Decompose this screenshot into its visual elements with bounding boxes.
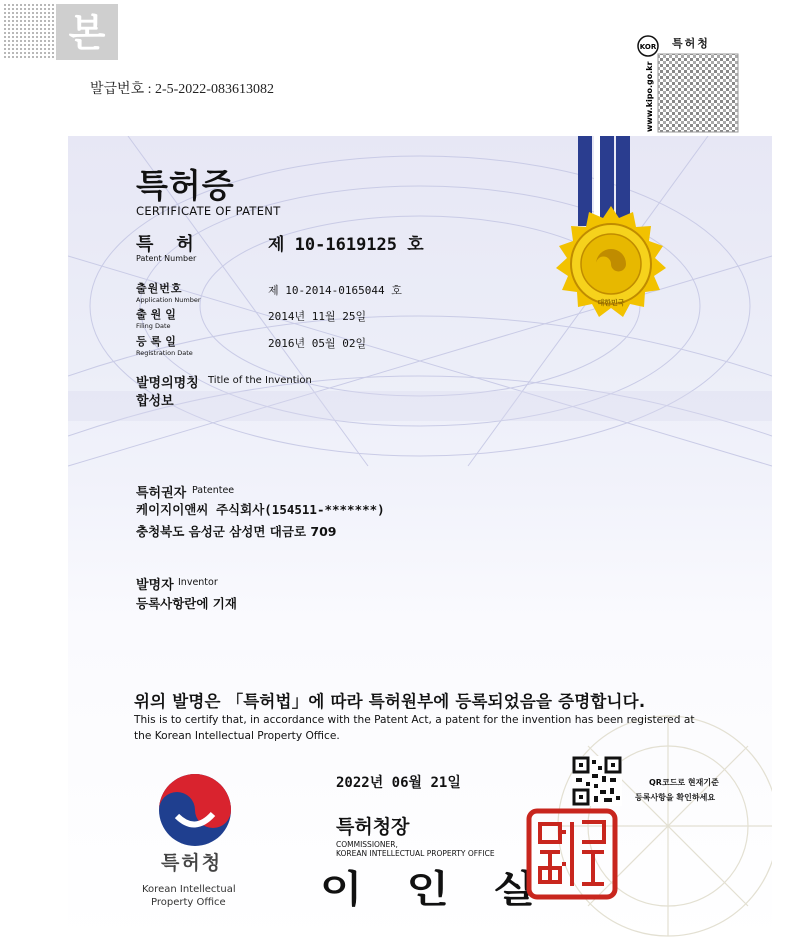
filing-label-en: Filing Date (136, 322, 171, 330)
kipo-logo-icon (150, 770, 240, 850)
certificate-title: 특허증 (136, 166, 235, 205)
invention-title: 합성보 (136, 394, 174, 409)
registration-date: 2016년 05월 02일 (268, 337, 367, 350)
patentee-address: 충청북도 음성군 삼성면 대금로 709 (136, 524, 337, 539)
gold-seal (516, 136, 706, 346)
kipo-name-en-line2: Property Office (151, 897, 226, 908)
commissioner-title-ko: 특허청장 (336, 816, 410, 838)
patent-number: 제 10-1619125 호 (268, 235, 424, 255)
filing-label: 출원일 (136, 308, 180, 321)
official-red-seal-icon (526, 808, 618, 900)
issue-date: 2022년 06월 21일 (336, 775, 461, 791)
inventor-value: 등록사항란에 기재 (136, 596, 237, 611)
kipo-name-en-line1: Korean Intellectual (142, 884, 236, 895)
registration-label-en: Registration Date (136, 349, 193, 357)
kor-badge: KOR (639, 43, 657, 51)
qr-note-line2: 등록사항을 확인하세요 (635, 793, 716, 802)
issue-qr-code (658, 54, 738, 132)
certificate-title-en: CERTIFICATE OF PATENT (136, 204, 281, 218)
certification-statement-ko: 위의 발명은 「특허법」에 따라 특허원부에 등록되었음을 증명합니다. (134, 692, 646, 711)
commissioner-signature: 이인실 (320, 868, 580, 912)
patent-label-en: Patent Number (136, 254, 197, 263)
patentee-label-en: Patentee (192, 485, 235, 496)
patent-label: 특허 (136, 234, 217, 255)
certification-statement-en-line1: This is to certify that, in accordance with the Patent Act, a patent for the invention has been registered at (134, 714, 695, 726)
registration-label: 등록일 (136, 335, 180, 348)
application-number: 제 10-2014-0165044 호 (268, 284, 402, 297)
application-label: 출원번호 (136, 282, 183, 295)
patentee-name: 케이지이앤씨 주식회사(154511-*******) (136, 502, 385, 517)
filing-date: 2014년 11월 25일 (268, 310, 367, 323)
verification-qr-code[interactable] (572, 756, 622, 806)
commissioner-title-en-line2: KOREAN INTELLECTUAL PROPERTY OFFICE (336, 849, 495, 858)
invention-title-label: 발명의명칭 (136, 376, 199, 391)
kipo-url: www.kipo.go.kr (645, 61, 654, 132)
kipo-name-ko: 특허청 (161, 852, 223, 874)
inventor-label-en: Inventor (178, 577, 218, 588)
invention-title-label-en: Title of the Invention (208, 375, 312, 386)
qr-note-line1: QR코드로 현재기준 (649, 778, 719, 787)
issue-number: 발급번호 : 2-5-2022-083613082 (90, 82, 274, 97)
certification-statement-en-line2: the Korean Intellectual Property Office. (134, 730, 340, 742)
patentee-label: 특허권자 (136, 486, 187, 501)
commissioner-title-en-line1: COMMISSIONER, (336, 840, 398, 849)
copy-mark: 본 (68, 11, 106, 55)
application-label-en: Application Number (136, 296, 201, 304)
certificate-sheet (68, 136, 772, 944)
copy-stamp (4, 4, 118, 60)
kipo-office-label: 특허청 (672, 37, 710, 50)
inventor-label: 발명자 (136, 578, 174, 593)
seal-text: 대한민국 (597, 299, 625, 307)
